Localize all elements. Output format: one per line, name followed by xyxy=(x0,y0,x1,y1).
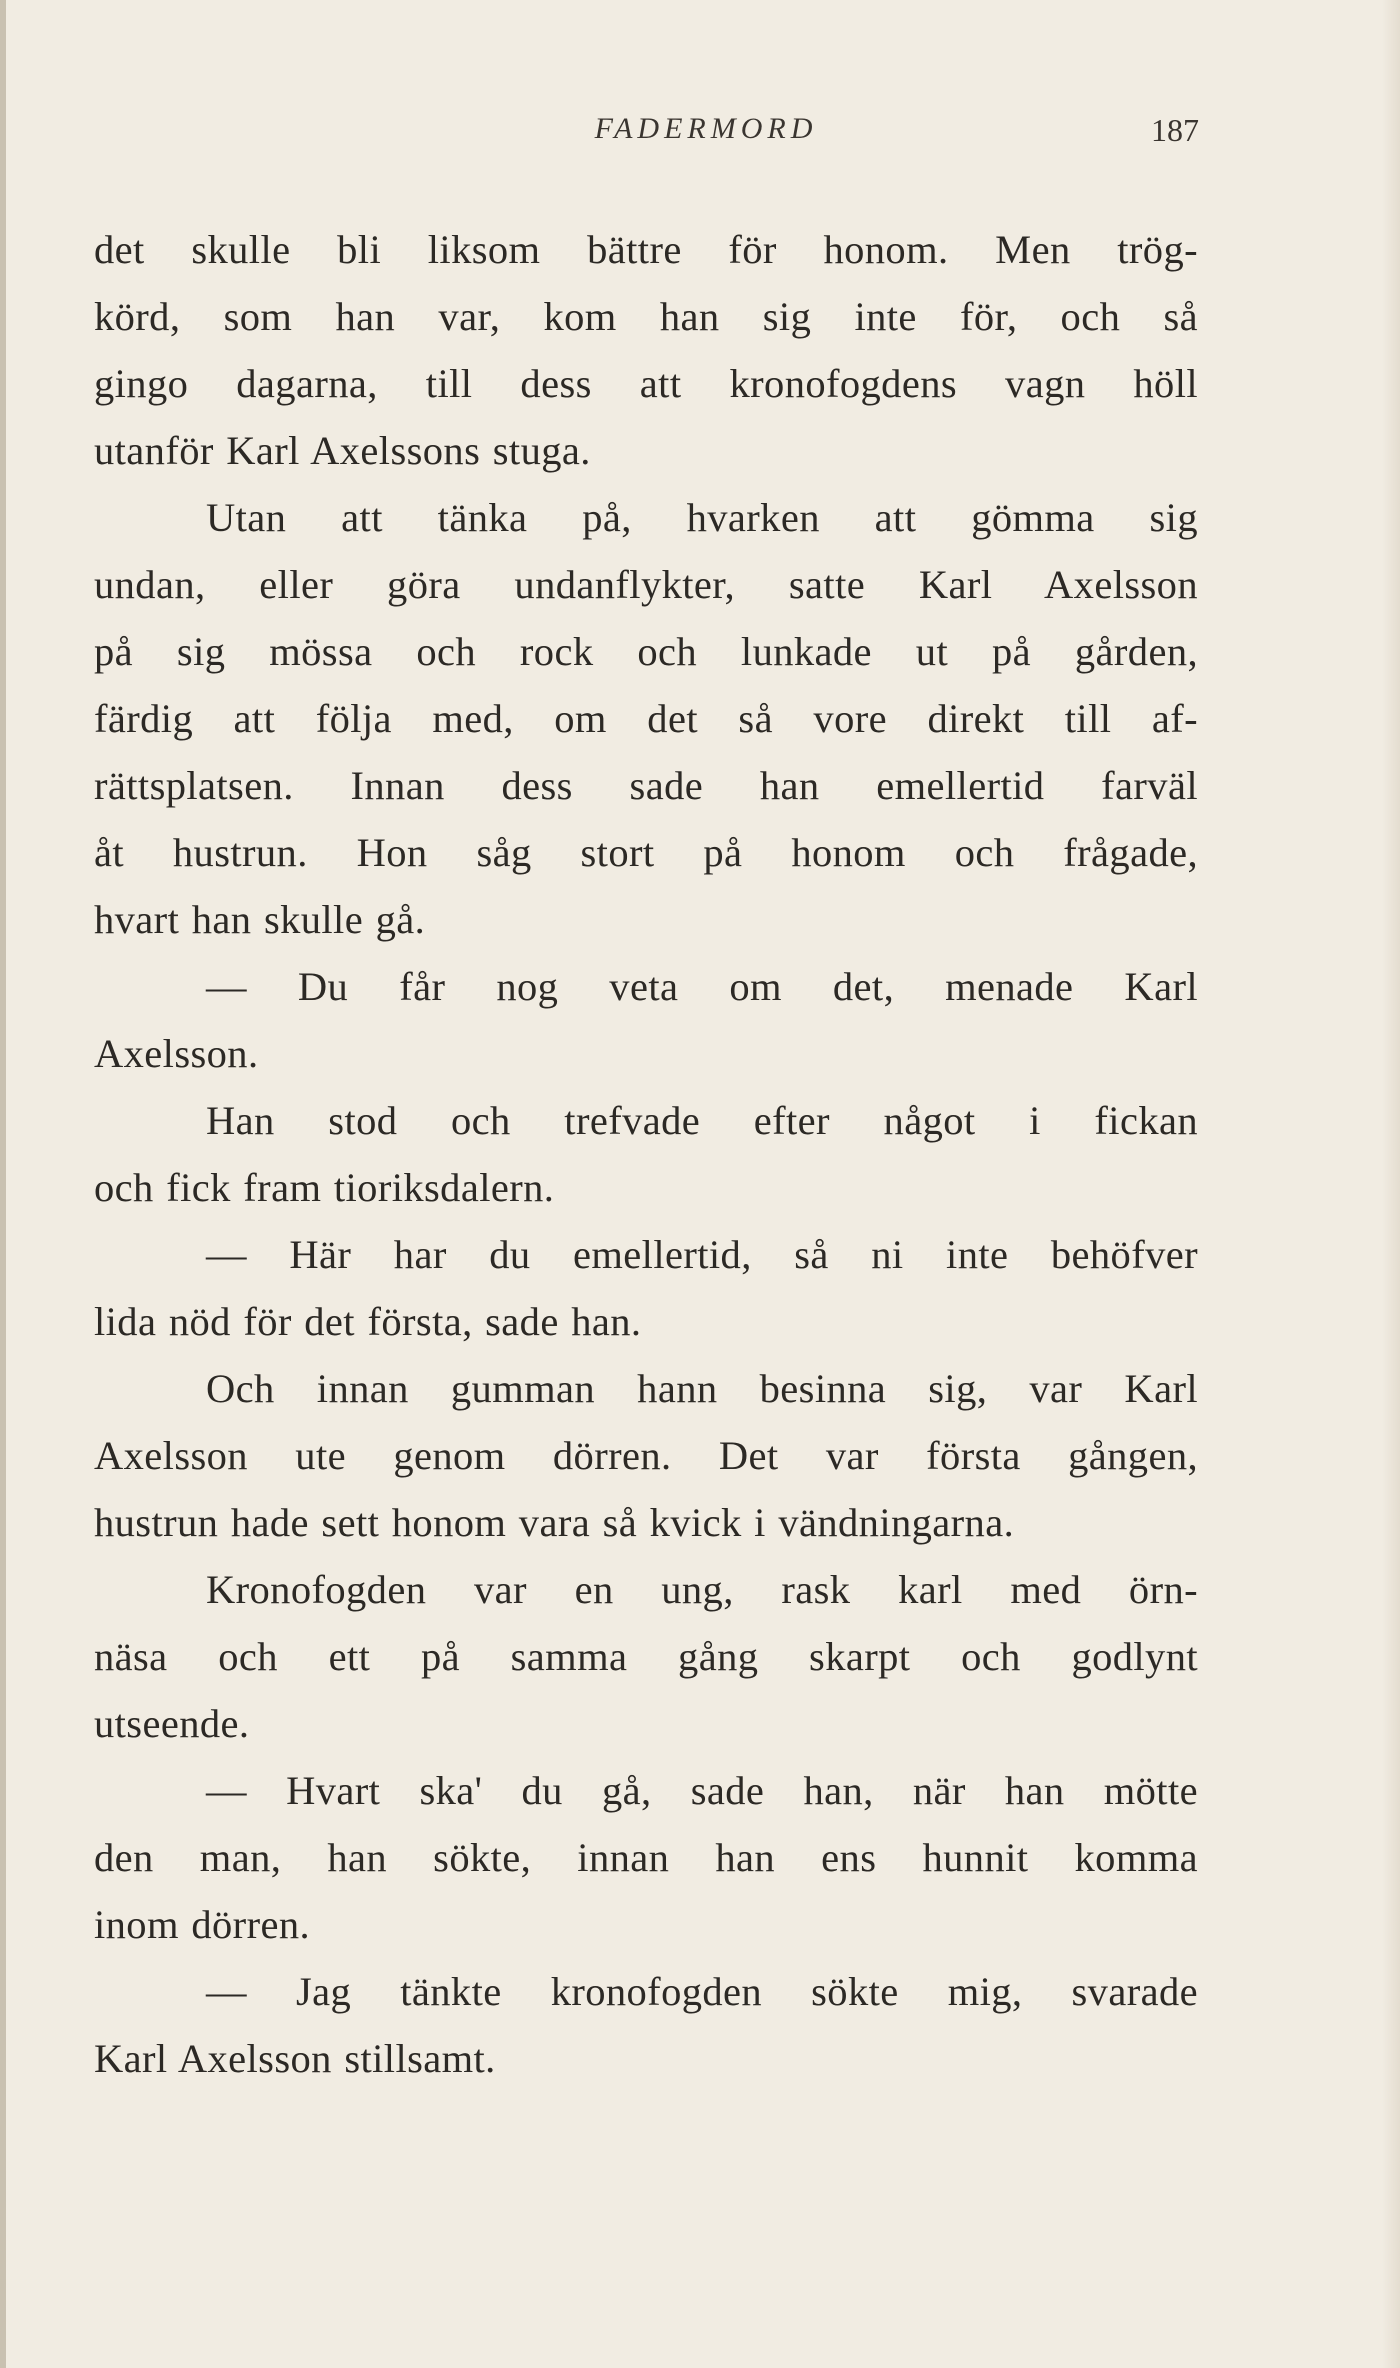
text-line: Kronofogden var en ung, rask karl med örn- xyxy=(206,1567,1198,1612)
text-line: undan, eller göra undanflykter, satte Karl Axelsson xyxy=(94,562,1198,607)
text-line: utseende. xyxy=(94,1701,250,1746)
text-line: och fick fram tioriksdalern. xyxy=(94,1165,555,1210)
text-line: körd, som han var, kom han sig inte för, och så xyxy=(94,294,1198,339)
text-line: — Hvart ska' du gå, sade han, när han mötte xyxy=(206,1768,1198,1813)
text-line: gingo dagarna, till dess att kronofogdens vagn höll xyxy=(94,361,1198,406)
text-line: Han stod och trefvade efter något i fickan xyxy=(206,1098,1198,1143)
page-number: 187 xyxy=(1151,112,1199,148)
text-line: färdig att följa med, om det så vore direkt till af- xyxy=(94,696,1198,741)
text-line: inom dörren. xyxy=(94,1902,311,1947)
text-line: hvart han skulle gå. xyxy=(94,897,426,942)
text-line: rättsplatsen. Innan dess sade han emellertid farväl xyxy=(94,763,1198,808)
body-text xyxy=(94,216,1198,2092)
text-line: — Du får nog veta om det, menade Karl xyxy=(206,964,1198,1009)
text-line: — Här har du emellertid, så ni inte behöfver xyxy=(206,1232,1198,1277)
text-line: Utan att tänka på, hvarken att gömma sig xyxy=(206,495,1198,540)
text-line: på sig mössa och rock och lunkade ut på gården, xyxy=(94,629,1198,674)
text-line: utanför Karl Axelssons stuga. xyxy=(94,428,591,473)
text-line: hustrun hade sett honom vara så kvick i vändningarna. xyxy=(94,1500,1015,1545)
text-line: lida nöd för det första, sade han. xyxy=(94,1299,642,1344)
text-line: åt hustrun. Hon såg stort på honom och frågade, xyxy=(94,830,1198,875)
text-line: Axelsson. xyxy=(94,1031,259,1076)
text-line: — Jag tänkte kronofogden sökte mig, svarade xyxy=(206,1969,1198,2014)
text-line: det skulle bli liksom bättre för honom. Men trög- xyxy=(94,227,1198,272)
running-title: FADERMORD xyxy=(594,112,818,145)
text-line: Axelsson ute genom dörren. Det var första gången, xyxy=(94,1433,1198,1478)
text-line: Och innan gumman hann besinna sig, var Karl xyxy=(206,1366,1198,1411)
text-line: Karl Axelsson stillsamt. xyxy=(94,2036,496,2081)
text-line: näsa och ett på samma gång skarpt och godlynt xyxy=(94,1634,1198,1679)
text-line: den man, han sökte, innan han ens hunnit komma xyxy=(94,1835,1198,1880)
